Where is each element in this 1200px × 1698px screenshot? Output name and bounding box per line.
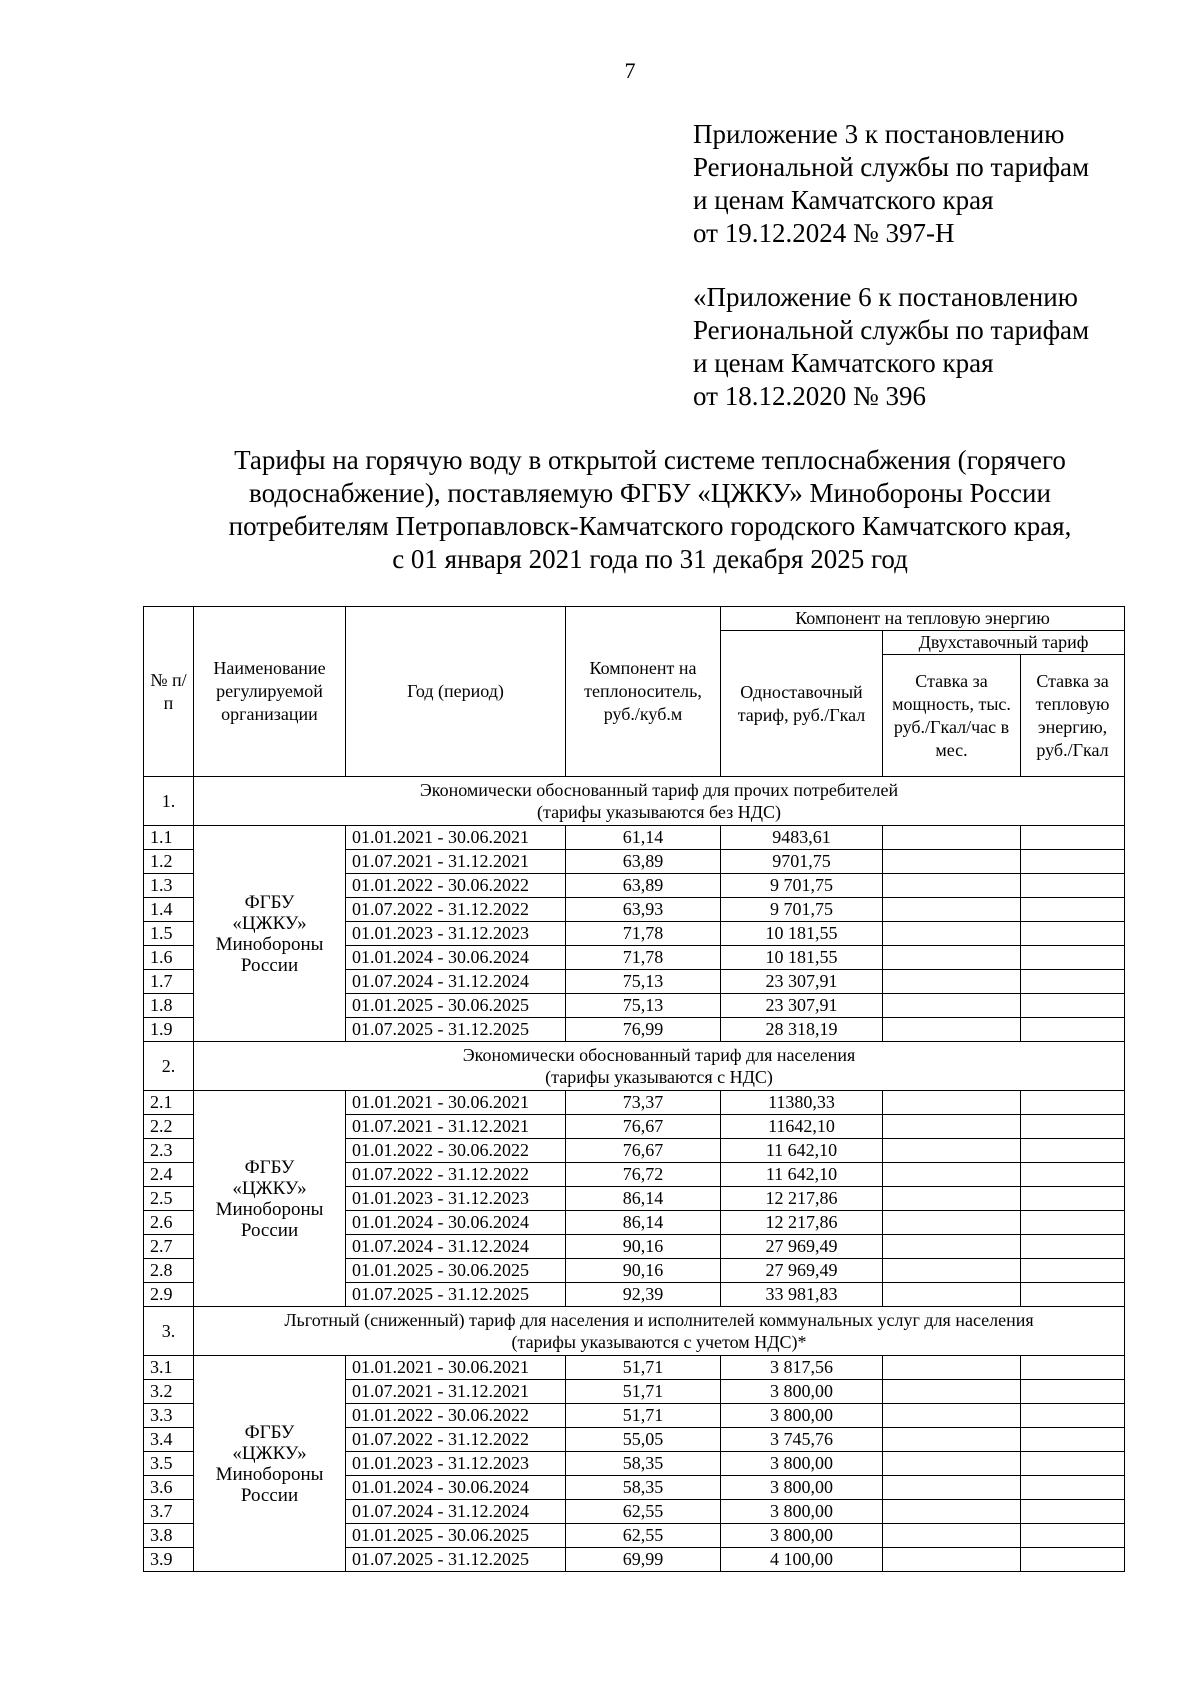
- organization-name-line: Минобороны: [215, 1463, 324, 1485]
- energy-rate-cell: [1021, 1283, 1125, 1307]
- period-cell: 01.07.2024 - 31.12.2024: [346, 1235, 566, 1259]
- period-cell: 01.07.2025 - 31.12.2025: [346, 1018, 566, 1042]
- single-rate-cell: 12 217,86: [721, 1187, 883, 1211]
- period-cell: 01.07.2025 - 31.12.2025: [346, 1548, 566, 1572]
- appendix-original-line: Региональной службы по тарифам: [693, 315, 1090, 345]
- capacity-rate-cell: [883, 1139, 1021, 1163]
- organization-name: [194, 1091, 346, 1307]
- capacity-rate-cell: [883, 1259, 1021, 1283]
- header-period: Год (период): [346, 607, 566, 777]
- energy-rate-cell: [1021, 1428, 1125, 1452]
- energy-rate-cell: [1021, 850, 1125, 874]
- organization-name-line: ФГБУ: [244, 891, 295, 913]
- appendix-original-line: от 18.12.2020 № 396: [693, 381, 926, 411]
- energy-rate-cell: [1021, 946, 1125, 970]
- capacity-rate-cell: [883, 1283, 1021, 1307]
- single-rate-cell: 11 642,10: [721, 1163, 883, 1187]
- coolant-cell: 90,16: [566, 1259, 721, 1283]
- period-cell: 01.07.2021 - 31.12.2021: [346, 1380, 566, 1404]
- row-number: 1.4: [144, 898, 194, 922]
- coolant-cell: 51,71: [566, 1356, 721, 1380]
- coolant-cell: 58,35: [566, 1452, 721, 1476]
- energy-rate-cell: [1021, 898, 1125, 922]
- single-rate-cell: 3 800,00: [721, 1476, 883, 1500]
- single-rate-cell: 23 307,91: [721, 994, 883, 1018]
- period-cell: 01.07.2025 - 31.12.2025: [346, 1283, 566, 1307]
- capacity-rate-cell: [883, 922, 1021, 946]
- period-cell: 01.07.2024 - 31.12.2024: [346, 1500, 566, 1524]
- appendix-current-line: Региональной службы по тарифам: [693, 152, 1090, 182]
- tariff-table: [143, 606, 1125, 1572]
- row-number: 2.5: [144, 1187, 194, 1211]
- capacity-rate-cell: [883, 1452, 1021, 1476]
- section-title-line: Льготный (сниженный) тариф для населения и исполнителей коммунальных услуг для населения: [284, 1310, 1034, 1330]
- energy-rate-cell: [1021, 1380, 1125, 1404]
- row-number: 1.6: [144, 946, 194, 970]
- page-number: 7: [624, 58, 636, 83]
- row-number: 1.8: [144, 994, 194, 1018]
- single-rate-cell: 3 800,00: [721, 1500, 883, 1524]
- period-cell: 01.07.2024 - 31.12.2024: [346, 970, 566, 994]
- row-number: 1.7: [144, 970, 194, 994]
- energy-rate-cell: [1021, 922, 1125, 946]
- coolant-cell: 86,14: [566, 1187, 721, 1211]
- period-cell: 01.01.2025 - 30.06.2025: [346, 1524, 566, 1548]
- row-number: 2.9: [144, 1283, 194, 1307]
- single-rate-cell: 11642,10: [721, 1115, 883, 1139]
- capacity-rate-cell: [883, 826, 1021, 850]
- row-number: 1.5: [144, 922, 194, 946]
- section-title-line: Экономически обоснованный тариф для населения: [462, 1045, 856, 1065]
- energy-rate-cell: [1021, 1139, 1125, 1163]
- period-cell: 01.07.2022 - 31.12.2022: [346, 1163, 566, 1187]
- row-number: 3.5: [144, 1452, 194, 1476]
- period-cell: 01.01.2023 - 31.12.2023: [346, 1187, 566, 1211]
- document-title: [150, 444, 1150, 576]
- coolant-cell: 76,67: [566, 1139, 721, 1163]
- period-cell: 01.01.2025 - 30.06.2025: [346, 994, 566, 1018]
- row-number: 1.1: [144, 826, 194, 850]
- row-number: 2.7: [144, 1235, 194, 1259]
- capacity-rate-cell: [883, 1091, 1021, 1115]
- row-number: 1.3: [144, 874, 194, 898]
- capacity-rate-cell: [883, 994, 1021, 1018]
- coolant-cell: 71,78: [566, 946, 721, 970]
- single-rate-cell: 11380,33: [721, 1091, 883, 1115]
- period-cell: 01.01.2025 - 30.06.2025: [346, 1259, 566, 1283]
- organization-name-line: России: [240, 1484, 299, 1506]
- organization-name-line: России: [240, 954, 299, 976]
- coolant-cell: 75,13: [566, 970, 721, 994]
- coolant-cell: 55,05: [566, 1428, 721, 1452]
- row-number: 2.8: [144, 1259, 194, 1283]
- row-number: 2.4: [144, 1163, 194, 1187]
- single-rate-cell: 3 800,00: [721, 1380, 883, 1404]
- capacity-rate-cell: [883, 1235, 1021, 1259]
- organization-name-line: Минобороны: [215, 1198, 324, 1220]
- single-rate-cell: 27 969,49: [721, 1235, 883, 1259]
- capacity-rate-cell: [883, 946, 1021, 970]
- energy-rate-cell: [1021, 1235, 1125, 1259]
- single-rate-cell: 28 318,19: [721, 1018, 883, 1042]
- coolant-cell: 62,55: [566, 1500, 721, 1524]
- energy-rate-cell: [1021, 826, 1125, 850]
- single-rate-cell: 11 642,10: [721, 1139, 883, 1163]
- section-header-row: [144, 1307, 1125, 1356]
- row-number: 2.6: [144, 1211, 194, 1235]
- section-header-row: [144, 1042, 1125, 1091]
- single-rate-cell: 3 800,00: [721, 1524, 883, 1548]
- single-rate-cell: 9 701,75: [721, 898, 883, 922]
- period-cell: 01.01.2024 - 30.06.2024: [346, 1211, 566, 1235]
- capacity-rate-cell: [883, 1187, 1021, 1211]
- period-cell: 01.01.2021 - 30.06.2021: [346, 826, 566, 850]
- coolant-cell: 69,99: [566, 1548, 721, 1572]
- capacity-rate-cell: [883, 1163, 1021, 1187]
- period-cell: 01.01.2023 - 31.12.2023: [346, 1452, 566, 1476]
- period-cell: 01.07.2021 - 31.12.2021: [346, 1115, 566, 1139]
- capacity-rate-cell: [883, 1548, 1021, 1572]
- coolant-cell: 51,71: [566, 1380, 721, 1404]
- capacity-rate-cell: [883, 1380, 1021, 1404]
- single-rate-cell: 10 181,55: [721, 922, 883, 946]
- capacity-rate-cell: [883, 874, 1021, 898]
- section-number: 1.: [144, 777, 194, 826]
- appendix-original-line: «Приложение 6 к постановлению: [693, 282, 1078, 312]
- capacity-rate-cell: [883, 1404, 1021, 1428]
- organization-name: [194, 1356, 346, 1572]
- appendix-original-block: [693, 281, 1089, 413]
- capacity-rate-cell: [883, 1356, 1021, 1380]
- row-number: 2.1: [144, 1091, 194, 1115]
- coolant-cell: 58,35: [566, 1476, 721, 1500]
- coolant-cell: 71,78: [566, 922, 721, 946]
- single-rate-cell: 9483,61: [721, 826, 883, 850]
- coolant-cell: 92,39: [566, 1283, 721, 1307]
- coolant-cell: 90,16: [566, 1235, 721, 1259]
- header-heat-component: Компонент на тепловую энергию: [721, 607, 1125, 631]
- title-line: водоснабжение), поставляемую ФГБУ «ЦЖКУ» Минобороны России: [249, 478, 1051, 508]
- title-line: с 01 января 2021 года по 31 декабря 2025 год: [392, 544, 908, 574]
- coolant-cell: 63,89: [566, 850, 721, 874]
- period-cell: 01.01.2021 - 30.06.2021: [346, 1091, 566, 1115]
- energy-rate-cell: [1021, 1211, 1125, 1235]
- energy-rate-cell: [1021, 1018, 1125, 1042]
- row-number: 1.9: [144, 1018, 194, 1042]
- header-capacity-rate: Ставка за мощность, тыс. руб./Гкал/час в мес.: [883, 655, 1021, 777]
- capacity-rate-cell: [883, 898, 1021, 922]
- row-number: 2.3: [144, 1139, 194, 1163]
- energy-rate-cell: [1021, 1476, 1125, 1500]
- row-number: 3.9: [144, 1548, 194, 1572]
- capacity-rate-cell: [883, 1018, 1021, 1042]
- header-num: № п/п: [144, 607, 194, 777]
- table-row: [144, 1356, 1125, 1380]
- energy-rate-cell: [1021, 970, 1125, 994]
- header-single-rate: Одноставочный тариф, руб./Гкал: [721, 631, 883, 777]
- capacity-rate-cell: [883, 1500, 1021, 1524]
- coolant-cell: 63,93: [566, 898, 721, 922]
- capacity-rate-cell: [883, 850, 1021, 874]
- section-title: [194, 1042, 1125, 1091]
- energy-rate-cell: [1021, 1187, 1125, 1211]
- row-number: 2.2: [144, 1115, 194, 1139]
- appendix-original-line: и ценам Камчатского края: [693, 348, 994, 378]
- energy-rate-cell: [1021, 1404, 1125, 1428]
- single-rate-cell: 23 307,91: [721, 970, 883, 994]
- capacity-rate-cell: [883, 1476, 1021, 1500]
- single-rate-cell: 3 817,56: [721, 1356, 883, 1380]
- title-line: потребителям Петропавловск-Камчатского городского Камчатского края,: [228, 511, 1072, 541]
- coolant-cell: 76,99: [566, 1018, 721, 1042]
- organization-name-line: ФГБУ: [244, 1156, 295, 1178]
- period-cell: 01.01.2022 - 30.06.2022: [346, 1139, 566, 1163]
- period-cell: 01.01.2023 - 31.12.2023: [346, 922, 566, 946]
- capacity-rate-cell: [883, 1428, 1021, 1452]
- period-cell: 01.07.2021 - 31.12.2021: [346, 850, 566, 874]
- header-two-rate: Двухставочный тариф: [883, 631, 1125, 655]
- coolant-cell: 61,14: [566, 826, 721, 850]
- capacity-rate-cell: [883, 1115, 1021, 1139]
- section-title-line: (тарифы указываются без НДС): [537, 802, 781, 822]
- appendix-current-line: и ценам Камчатского края: [693, 185, 994, 215]
- energy-rate-cell: [1021, 1548, 1125, 1572]
- organization-name-line: «ЦЖКУ»: [232, 1177, 307, 1199]
- coolant-cell: 51,71: [566, 1404, 721, 1428]
- coolant-cell: 63,89: [566, 874, 721, 898]
- energy-rate-cell: [1021, 1500, 1125, 1524]
- section-title-line: Экономически обоснованный тариф для прочих потребителей: [419, 780, 899, 800]
- row-number: 3.6: [144, 1476, 194, 1500]
- organization-name: [194, 826, 346, 1042]
- section-title: [194, 777, 1125, 826]
- single-rate-cell: 4 100,00: [721, 1548, 883, 1572]
- row-number: 1.2: [144, 850, 194, 874]
- table-row: [144, 1091, 1125, 1115]
- header-energy-rate: Ставка за тепловую энергию, руб./Гкал: [1021, 655, 1125, 777]
- coolant-cell: 76,67: [566, 1115, 721, 1139]
- coolant-cell: 75,13: [566, 994, 721, 1018]
- single-rate-cell: 9701,75: [721, 850, 883, 874]
- organization-name-line: ФГБУ: [244, 1421, 295, 1443]
- capacity-rate-cell: [883, 1524, 1021, 1548]
- capacity-rate-cell: [883, 1211, 1021, 1235]
- section-number: 2.: [144, 1042, 194, 1091]
- single-rate-cell: 12 217,86: [721, 1211, 883, 1235]
- section-title: [194, 1307, 1125, 1356]
- energy-rate-cell: [1021, 1356, 1125, 1380]
- period-cell: 01.01.2021 - 30.06.2021: [346, 1356, 566, 1380]
- single-rate-cell: 10 181,55: [721, 946, 883, 970]
- energy-rate-cell: [1021, 994, 1125, 1018]
- section-title-line: (тарифы указываются с НДС): [545, 1067, 773, 1087]
- single-rate-cell: 33 981,83: [721, 1283, 883, 1307]
- section-title-line: (тарифы указываются с учетом НДС)*: [511, 1332, 807, 1352]
- organization-name-line: России: [240, 1219, 299, 1241]
- row-number: 3.7: [144, 1500, 194, 1524]
- single-rate-cell: 3 800,00: [721, 1452, 883, 1476]
- organization-name-line: «ЦЖКУ»: [232, 912, 307, 934]
- energy-rate-cell: [1021, 1259, 1125, 1283]
- section-number: 3.: [144, 1307, 194, 1356]
- period-cell: 01.01.2022 - 30.06.2022: [346, 874, 566, 898]
- energy-rate-cell: [1021, 1115, 1125, 1139]
- table-header: [144, 607, 1125, 777]
- organization-name-line: Минобороны: [215, 933, 324, 955]
- period-cell: 01.01.2024 - 30.06.2024: [346, 946, 566, 970]
- period-cell: 01.01.2024 - 30.06.2024: [346, 1476, 566, 1500]
- energy-rate-cell: [1021, 1524, 1125, 1548]
- single-rate-cell: 3 745,76: [721, 1428, 883, 1452]
- header-org: Наименование регулируемой организации: [194, 607, 346, 777]
- appendix-current-block: [693, 118, 1089, 250]
- coolant-cell: 73,37: [566, 1091, 721, 1115]
- energy-rate-cell: [1021, 874, 1125, 898]
- single-rate-cell: 9 701,75: [721, 874, 883, 898]
- title-line: Тарифы на горячую воду в открытой системе теплоснабжения (горячего: [234, 445, 1066, 475]
- row-number: 3.8: [144, 1524, 194, 1548]
- period-cell: 01.01.2022 - 30.06.2022: [346, 1404, 566, 1428]
- table-row: [144, 826, 1125, 850]
- row-number: 3.3: [144, 1404, 194, 1428]
- row-number: 3.2: [144, 1380, 194, 1404]
- row-number: 3.1: [144, 1356, 194, 1380]
- energy-rate-cell: [1021, 1091, 1125, 1115]
- section-header-row: [144, 777, 1125, 826]
- energy-rate-cell: [1021, 1452, 1125, 1476]
- single-rate-cell: 27 969,49: [721, 1259, 883, 1283]
- period-cell: 01.07.2022 - 31.12.2022: [346, 1428, 566, 1452]
- energy-rate-cell: [1021, 1163, 1125, 1187]
- appendix-current-line: Приложение 3 к постановлению: [693, 119, 1065, 149]
- period-cell: 01.07.2022 - 31.12.2022: [346, 898, 566, 922]
- table-body: [144, 777, 1125, 1572]
- coolant-cell: 62,55: [566, 1524, 721, 1548]
- coolant-cell: 76,72: [566, 1163, 721, 1187]
- appendix-current-line: от 19.12.2024 № 397-Н: [693, 218, 955, 248]
- single-rate-cell: 3 800,00: [721, 1404, 883, 1428]
- capacity-rate-cell: [883, 970, 1021, 994]
- organization-name-line: «ЦЖКУ»: [232, 1442, 307, 1464]
- header-coolant: Компонент на теплоноситель, руб./куб.м: [566, 607, 721, 777]
- coolant-cell: 86,14: [566, 1211, 721, 1235]
- row-number: 3.4: [144, 1428, 194, 1452]
